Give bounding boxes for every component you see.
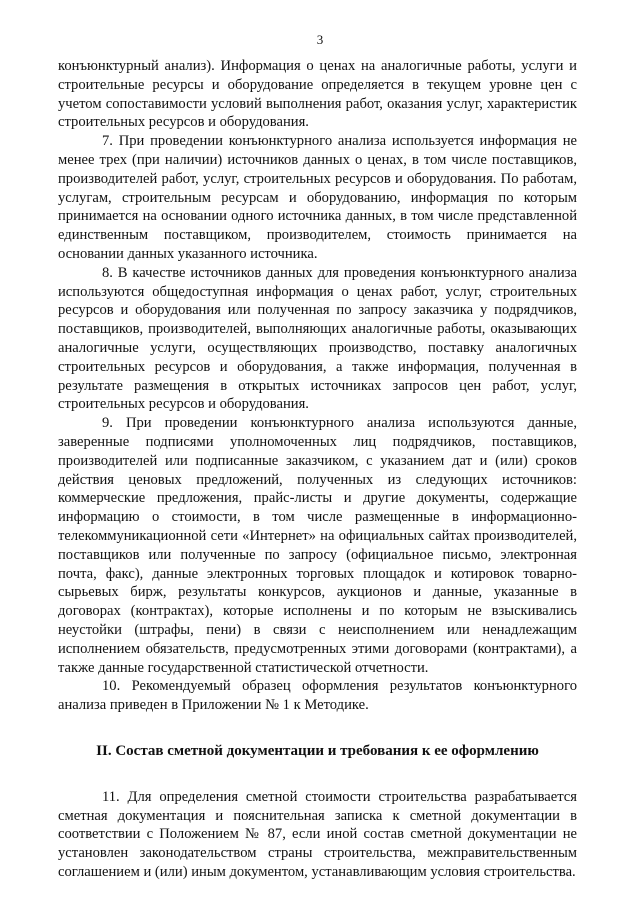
page-number: 3 bbox=[316, 32, 324, 47]
paragraph-8: 8. В качестве источников данных для проведения конъюнктурного анализа используются общедоступная информация о ценах работ, услуг, строительных ресурсов и оборудования или полученная по запросу заказчика у подрядчиков, поставщиков, производителей, выполняющих аналогичные работы, оказывающих аналогичные услуги, осуществляющих производство, поставку аналогичных строительных ресурсов и оборудования, а также информация, полученная в результате размещения в открытых источниках запросов цен работ, услуг, строительных ресурсов и оборудования. bbox=[58, 264, 577, 413]
paragraph-11: 11. Для определения сметной стоимости строительства разрабатывается сметная документация и пояснительная записка к сметной документации в соответствии с Положением № 87, если иной состав сметной документации не установлен законодательством страны строительства, межправительственным соглашением и (или) иным документом, устанавливающим условия строительства. bbox=[58, 788, 577, 881]
paragraph-continuation: конъюнктурный анализ). Информация о ценах на аналогичные работы, услуги и строительные ресурсы и оборудование определяется в текущем уровне цен с учетом сопоставимости условий выполнения работ, оказания услуг, характеристик строительных ресурсов и оборудования. bbox=[58, 58, 577, 131]
section-heading: II. Состав сметной документации и требования к ее оформлению bbox=[96, 742, 539, 759]
paragraph-10: 10. Рекомендуемый образец оформления результатов конъюнктурного анализа приведен в Приложении № 1 к Методике. bbox=[58, 678, 577, 714]
paragraph-7: 7. При проведении конъюнктурного анализа используется информация не менее трех (при наличии) источников данных о ценах, в том числе поставщиков, производителей работ, услуг, строительных ресурсов и оборудования. По работам, услугам, строительным ресурсам и оборудованию, информация по которым принимается на основании одного источника данных, в том числе представленной единственным поставщиком, производителем, стоимость принимается на основании данных указанного источника. bbox=[58, 133, 577, 262]
paragraph-9: 9. При проведении конъюнктурного анализа используются данные, заверенные подписями уполномоченных лиц подрядчиков, поставщиков, производителей или подписанные заказчиком, с указанием дат и (или) сроков действия ценовых предложений, полученных из следующих источников: коммерческие предложения, прайс-листы и другие документы, содержащие информацию о стоимости, в том числе размещенные в информационно-телекоммуникационной сети «Интернет» на официальных сайтах производителей, поставщиков или полученные по запросу (официальное письмо, электронная почта, факс), данные электронных торговых площадок и котировок товарно-сырьевых бирж, результаты конкурсов, аукционов и данные, указанные в договорах (контрактах), которые исполнены и по которым не взыскивались неустойки (штрафы, пени) в связи с неисполнением или ненадлежащим исполнением обязательств, предусмотренных этими договорами (контрактами), а также данные государственной статистической отчетности. bbox=[58, 415, 577, 676]
document-body bbox=[58, 57, 577, 882]
